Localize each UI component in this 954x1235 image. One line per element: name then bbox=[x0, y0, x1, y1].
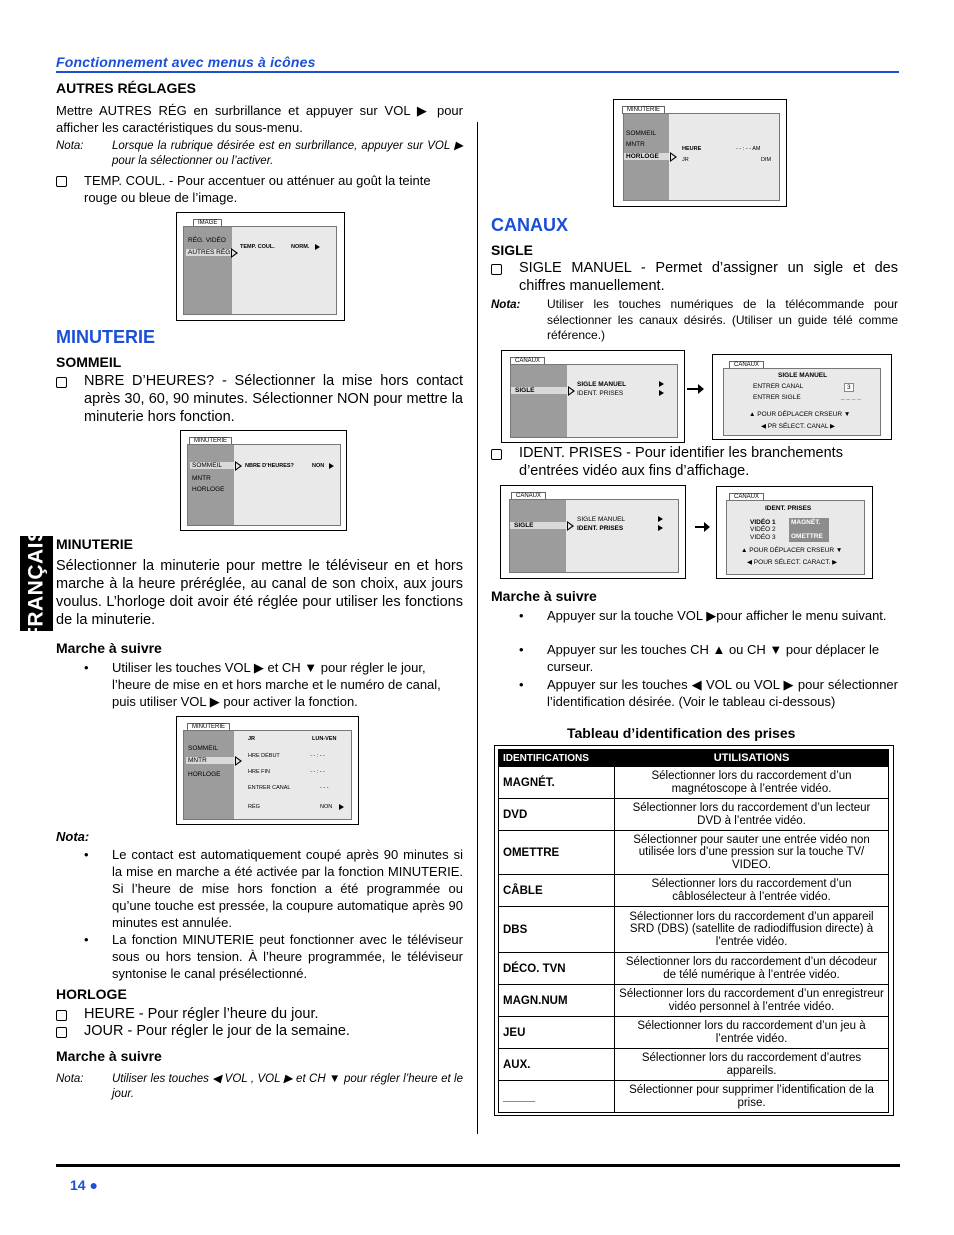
temp-coul-item bbox=[56, 172, 463, 206]
screen-tab: MINUTERIE bbox=[622, 106, 665, 114]
screen-option-value: NORM. bbox=[291, 244, 310, 250]
screen-item: SOMMEIL bbox=[626, 130, 656, 137]
table-header-cell: UTILISATIONS bbox=[615, 750, 889, 767]
screen-title: SIGLE MANUEL bbox=[778, 372, 828, 379]
screen-heure-label: HEURE bbox=[682, 146, 702, 152]
screen-item: MNTR bbox=[192, 475, 211, 482]
table-cell-use: Sélectionner pour sauter une entrée vidéo non utilisée lors d’une pression sur la touche TV/ VIDEO. bbox=[615, 831, 889, 875]
table-row bbox=[499, 953, 889, 985]
table-row bbox=[499, 1017, 889, 1049]
bullet-icon: • bbox=[84, 847, 89, 862]
table-cell-id: OMETTRE bbox=[499, 831, 615, 875]
screen-panel bbox=[183, 226, 337, 315]
selector-arrow-icon bbox=[235, 461, 242, 471]
ident-prises-item bbox=[491, 444, 898, 480]
screen-row-value: - - : - - bbox=[310, 753, 325, 759]
sigle-nota-text: Utiliser les touches numériques de la télécommande pour sélectionner les canaux désirés. (Utiliser un guide télé comme référence.) bbox=[547, 297, 898, 342]
screen-sidebar bbox=[510, 500, 566, 572]
table-row bbox=[499, 985, 889, 1017]
table-row bbox=[499, 799, 889, 831]
screen-panel bbox=[723, 368, 881, 436]
table-cell-use: Sélectionner lors du raccordement d’un enregistreur vidéo personnel à l’entrée vidéo. bbox=[615, 985, 889, 1017]
screen-jr-label: JR bbox=[682, 157, 689, 163]
screen-footer-hint: ▲ POUR DÉPLACER CRSEUR ▼ bbox=[749, 411, 851, 418]
nota-text: Utiliser les touches ◀ VOL , VOL ▶ et CH ▼ pour régler l’heure et le jour. bbox=[112, 1073, 463, 1100]
bullet-icon: • bbox=[84, 660, 89, 675]
screen-row-label: ENTRER CANAL bbox=[248, 785, 291, 791]
nota-label: Nota: bbox=[56, 140, 84, 152]
screen-tab: CANAUX bbox=[511, 492, 546, 500]
table-cell-use: Sélectionner lors du raccordement d’un lecteur DVD à l’entrée vidéo. bbox=[615, 799, 889, 831]
table-cell-id: DBS bbox=[499, 907, 615, 953]
screen-tab: MINUTERIE bbox=[187, 723, 230, 731]
table-cell-id: AUX. bbox=[499, 1049, 615, 1081]
sigle-text: SIGLE MANUEL - Permet d’assigner un sigle et des chiffres manuellement. bbox=[519, 260, 898, 294]
screen-option: SIGLE MANUEL bbox=[577, 516, 626, 523]
screen-row-value: - - : - - bbox=[310, 769, 325, 775]
screen-row-value: NON bbox=[320, 804, 333, 810]
screen-item: HORLOGE bbox=[188, 771, 221, 778]
nota-label: Nota: bbox=[56, 1073, 84, 1085]
screen-sigle-value: _ _ _ _ bbox=[841, 394, 861, 401]
screen-row-label: RÉG bbox=[248, 804, 260, 810]
marche-bullet-text: Utiliser les touches VOL ▶ et CH ▼ pour régler le jour, l’heure de mise en et hors marche et le numéro de canal, puis utiliser VOL ▶ pour activer la fonction. bbox=[112, 660, 441, 709]
screen-item: SOMMEIL bbox=[188, 745, 218, 752]
bullet-icon: • bbox=[519, 608, 524, 623]
autres-nota-text: Lorsque la rubrique désirée est en surbrillance, appuyer sur VOL ▶ pour la sélectionner ou l’activer. bbox=[112, 140, 463, 167]
screen-item: RÉG. VIDÉO bbox=[188, 237, 226, 244]
screen-tab: CANAUX bbox=[510, 357, 545, 365]
bullet-icon: • bbox=[84, 932, 89, 947]
table-cell-use: Sélectionner lors du raccordement d’autres appareils. bbox=[615, 1049, 889, 1081]
screen-lunven-value: LUN-VEN bbox=[312, 736, 337, 742]
autres-reglages-text: Mettre AUTRES RÉG en surbrillance et appuyer sur VOL ▶ pour afficher les caractéristiques du sous-menu. bbox=[56, 103, 463, 135]
selector-arrow-icon bbox=[670, 152, 677, 162]
screen-item-selected: AUTRES RÉG bbox=[188, 249, 231, 256]
table-row bbox=[499, 831, 889, 875]
screen-footer-hint: ▲ POUR DÉPLACER CRSEUR ▼ bbox=[741, 547, 843, 554]
screen-item-selected: HORLOGE bbox=[624, 153, 669, 160]
table-cell-use: Sélectionner lors du raccordement d’un magnétoscope à l’entrée vidéo. bbox=[615, 767, 889, 799]
screen-footer-hint: ◀ POUR SÉLECT. CARACT. ▶ bbox=[747, 559, 838, 566]
nota-bullet-text: Le contact est automatiquement coupé après 90 minutes si la mise en marche a été activée par la fonction MINUTERIE. Si l’heure de mise hors fonction a été programmée ou qu’une touche est pressée, la coupure automatique après 90 minutes est annulée. bbox=[112, 847, 463, 930]
table-row bbox=[499, 875, 889, 907]
checkbox-icon bbox=[56, 176, 67, 187]
screen-item: HORLOGE bbox=[192, 486, 225, 493]
screen-panel bbox=[726, 500, 865, 575]
horloge-item bbox=[56, 1022, 463, 1040]
screen-jr-label: JR bbox=[248, 736, 256, 742]
table-title: Tableau d’identification des prises bbox=[567, 725, 796, 741]
marche-a-suivre-heading: Marche à suivre bbox=[56, 1048, 162, 1064]
horloge-item bbox=[56, 1005, 463, 1023]
nota-label: Nota: bbox=[491, 299, 521, 311]
screen-option-label: TEMP. COUL. bbox=[240, 244, 275, 250]
screen-footer-hint: ◀ PR SÉLECT. CANAL ▶ bbox=[761, 423, 836, 430]
screen-item-selected: SIGLE bbox=[510, 522, 566, 529]
selector-arrow-icon bbox=[235, 756, 242, 766]
screen-sidebar bbox=[511, 365, 567, 437]
minuterie-subheading: MINUTERIE bbox=[56, 536, 133, 552]
table-cell-id: CÂBLE bbox=[499, 875, 615, 907]
right-arrow-icon bbox=[659, 381, 664, 387]
screen-tab: IMAGE bbox=[193, 219, 222, 227]
screen-row-label: VIDÉO 1 bbox=[750, 519, 776, 526]
right-arrow-icon bbox=[339, 804, 344, 810]
screen-sidebar bbox=[188, 445, 234, 525]
table-cell-use: Sélectionner pour supprimer l’identification de la prise. bbox=[615, 1081, 889, 1113]
temp-coul-text: TEMP. COUL. - Pour accentuer ou atténuer au goût la teinte rouge ou bleue de l’image. bbox=[84, 173, 431, 205]
checkbox-icon bbox=[491, 264, 502, 275]
minuterie-text: Sélectionner la minuterie pour mettre le téléviseur en et hors marche à la heure préréglée, au canal de son choix, aux jours voulus. L’horloge doit avoir été réglée pour utiliser les fonctions de la minuterie. bbox=[56, 558, 463, 628]
selector-arrow-icon bbox=[567, 521, 574, 531]
marche-bullet-text: Appuyer sur les touches ◀ VOL ou VOL ▶ pour sélectionner l’identification désirée. (Voir le tableau ci-dessous) bbox=[547, 677, 898, 709]
page-number: 14 ● bbox=[70, 1177, 98, 1193]
table-cell-id: _____ bbox=[499, 1081, 615, 1113]
nota-label: Nota: bbox=[56, 829, 90, 844]
screen-panel bbox=[510, 364, 678, 438]
screen-jr-value: DIM bbox=[761, 157, 772, 163]
checkbox-icon bbox=[56, 377, 67, 388]
marche-a-suivre-heading: Marche à suivre bbox=[56, 640, 162, 656]
right-arrow-icon bbox=[659, 390, 664, 396]
sigle-heading: SIGLE bbox=[491, 242, 534, 258]
screen-option: IDENT. PRISES bbox=[577, 390, 624, 397]
column-divider bbox=[477, 122, 478, 1134]
screen-item-selected: SOMMEIL bbox=[190, 462, 234, 469]
screen-option: MAGNÉT. bbox=[791, 519, 821, 526]
menu-screen-image bbox=[176, 212, 345, 321]
screen-canal-value: 3 bbox=[844, 383, 854, 392]
screen-item: MNTR bbox=[626, 141, 645, 148]
screen-tab: CANAUX bbox=[729, 361, 764, 369]
table-header-row bbox=[499, 750, 889, 767]
flow-arrow-icon bbox=[698, 384, 704, 394]
table-cell-id: DÉCO. TVN bbox=[499, 953, 615, 985]
minuterie-heading: MINUTERIE bbox=[56, 327, 155, 347]
table-cell-use: Sélectionner lors du raccordement d’un jeu à l’entrée vidéo. bbox=[615, 1017, 889, 1049]
table-cell-use: Sélectionner lors du raccordement d’un câblosélecteur à l’entrée vidéo. bbox=[615, 875, 889, 907]
screen-option: IDENT. PRISES bbox=[577, 525, 624, 532]
table-row bbox=[499, 907, 889, 953]
checkbox-icon bbox=[491, 449, 502, 460]
horloge-jour-text: JOUR - Pour régler le jour de la semaine. bbox=[84, 1023, 350, 1039]
selector-arrow-icon bbox=[231, 248, 238, 258]
screen-item-selected: MNTR bbox=[186, 757, 234, 764]
sommeil-heading: SOMMEIL bbox=[56, 354, 122, 370]
screen-row-label: ENTRER CANAL bbox=[753, 383, 804, 390]
horloge-heading: HORLOGE bbox=[56, 986, 127, 1002]
right-arrow-icon bbox=[658, 516, 663, 522]
canaux-heading: CANAUX bbox=[491, 215, 569, 235]
screen-row-label: ENTRER SIGLE bbox=[753, 394, 801, 401]
table-cell-use: Sélectionner lors du raccordement d’un appareil SRD (DBS) (satellite de radiodiffusion directe) à l’entrée vidéo. bbox=[615, 907, 889, 953]
horloge-heure-text: HEURE - Pour régler l’heure du jour. bbox=[84, 1006, 319, 1022]
table-cell-id: DVD bbox=[499, 799, 615, 831]
bullet-icon: • bbox=[519, 677, 524, 692]
screen-panel bbox=[509, 499, 679, 573]
menu-screen-sommeil bbox=[180, 430, 347, 531]
screen-row-label: HRE FIN bbox=[248, 769, 270, 775]
table-cell-id: MAGNÉT. bbox=[499, 767, 615, 799]
screen-option-label: NBRE D’HEURES? bbox=[245, 463, 294, 469]
screen-heure-value: - - : - - AM bbox=[736, 146, 761, 152]
header-rule bbox=[56, 71, 899, 73]
checkbox-icon bbox=[56, 1027, 67, 1038]
autres-reglages-heading: AUTRES RÉGLAGES bbox=[56, 80, 197, 96]
table-cell-id: JEU bbox=[499, 1017, 615, 1049]
screen-option-value: NON bbox=[312, 463, 325, 469]
table-header-cell: IDENTIFICATIONS bbox=[499, 750, 615, 767]
ident-prises-text: IDENT. PRISES - Pour identifier les branchements d’entrées vidéo aux fins d’affichage. bbox=[519, 445, 843, 479]
table-row bbox=[499, 767, 889, 799]
screen-panel bbox=[183, 730, 352, 820]
marche-bullet-text: Appuyer sur la touche VOL ▶pour afficher le menu suivant. bbox=[547, 608, 887, 623]
screen-item-selected: SIGLE bbox=[511, 387, 567, 394]
identification-table bbox=[498, 749, 889, 1113]
page-header-title: Fonctionnement avec menus à icônes bbox=[56, 54, 316, 70]
checkbox-icon bbox=[56, 1010, 67, 1021]
menu-screen-canaux bbox=[501, 350, 685, 443]
screen-tab: MINUTERIE bbox=[189, 437, 232, 445]
nota-bullet-text: La fonction MINUTERIE peut fonctionner avec le téléviseur sous ou hors tension. À l’heure programmée, le téléviseur syntonise le canal présélectionné. bbox=[112, 932, 463, 981]
screen-row-label: HRE DÉBUT bbox=[248, 753, 280, 759]
table-cell-use: Sélectionner lors du raccordement d’un décodeur de télé numérique à l’entrée vidéo. bbox=[615, 953, 889, 985]
sommeil-text: NBRE D’HEURES? - Sélectionner la mise hors contact après 30, 60, 90 minutes. Sélectionner NON pour mettre la minuterie hors fonction. bbox=[84, 373, 463, 425]
screen-panel bbox=[187, 444, 341, 526]
menu-screen-minuterie bbox=[176, 716, 359, 825]
right-arrow-icon bbox=[329, 463, 334, 469]
screen-title: IDENT. PRISES bbox=[765, 505, 812, 512]
screen-tab: CANAUX bbox=[729, 493, 764, 501]
table-cell-id: MAGN.NUM bbox=[499, 985, 615, 1017]
flow-arrow-icon bbox=[704, 522, 710, 532]
marche-bullet-text: Appuyer sur les touches CH ▲ ou CH ▼ pour déplacer le curseur. bbox=[547, 642, 880, 674]
table-row bbox=[499, 1081, 889, 1113]
menu-screen-sigle-manuel bbox=[712, 354, 892, 440]
screen-row-label: VIDÉO 3 bbox=[750, 534, 776, 541]
marche-a-suivre-heading: Marche à suivre bbox=[491, 588, 597, 604]
bullet-icon: • bbox=[519, 642, 524, 657]
screen-row-label: VIDÉO 2 bbox=[750, 526, 776, 533]
menu-screen-horloge bbox=[613, 99, 787, 207]
right-arrow-icon bbox=[315, 244, 320, 250]
table-row bbox=[499, 1049, 889, 1081]
menu-screen-canaux-ident bbox=[500, 485, 686, 579]
screen-row-value: - - - bbox=[320, 785, 329, 791]
screen-option: OMETTRE bbox=[791, 533, 823, 540]
selector-arrow-icon bbox=[568, 386, 575, 396]
footer-rule bbox=[56, 1164, 900, 1167]
screen-option: SIGLE MANUEL bbox=[577, 381, 627, 388]
sigle-item bbox=[491, 259, 898, 295]
menu-screen-ident-prises bbox=[716, 486, 873, 579]
right-arrow-icon bbox=[658, 525, 663, 531]
language-side-tab: FRANÇAIS bbox=[20, 536, 53, 631]
screen-panel bbox=[623, 113, 780, 201]
sommeil-item bbox=[56, 372, 463, 426]
